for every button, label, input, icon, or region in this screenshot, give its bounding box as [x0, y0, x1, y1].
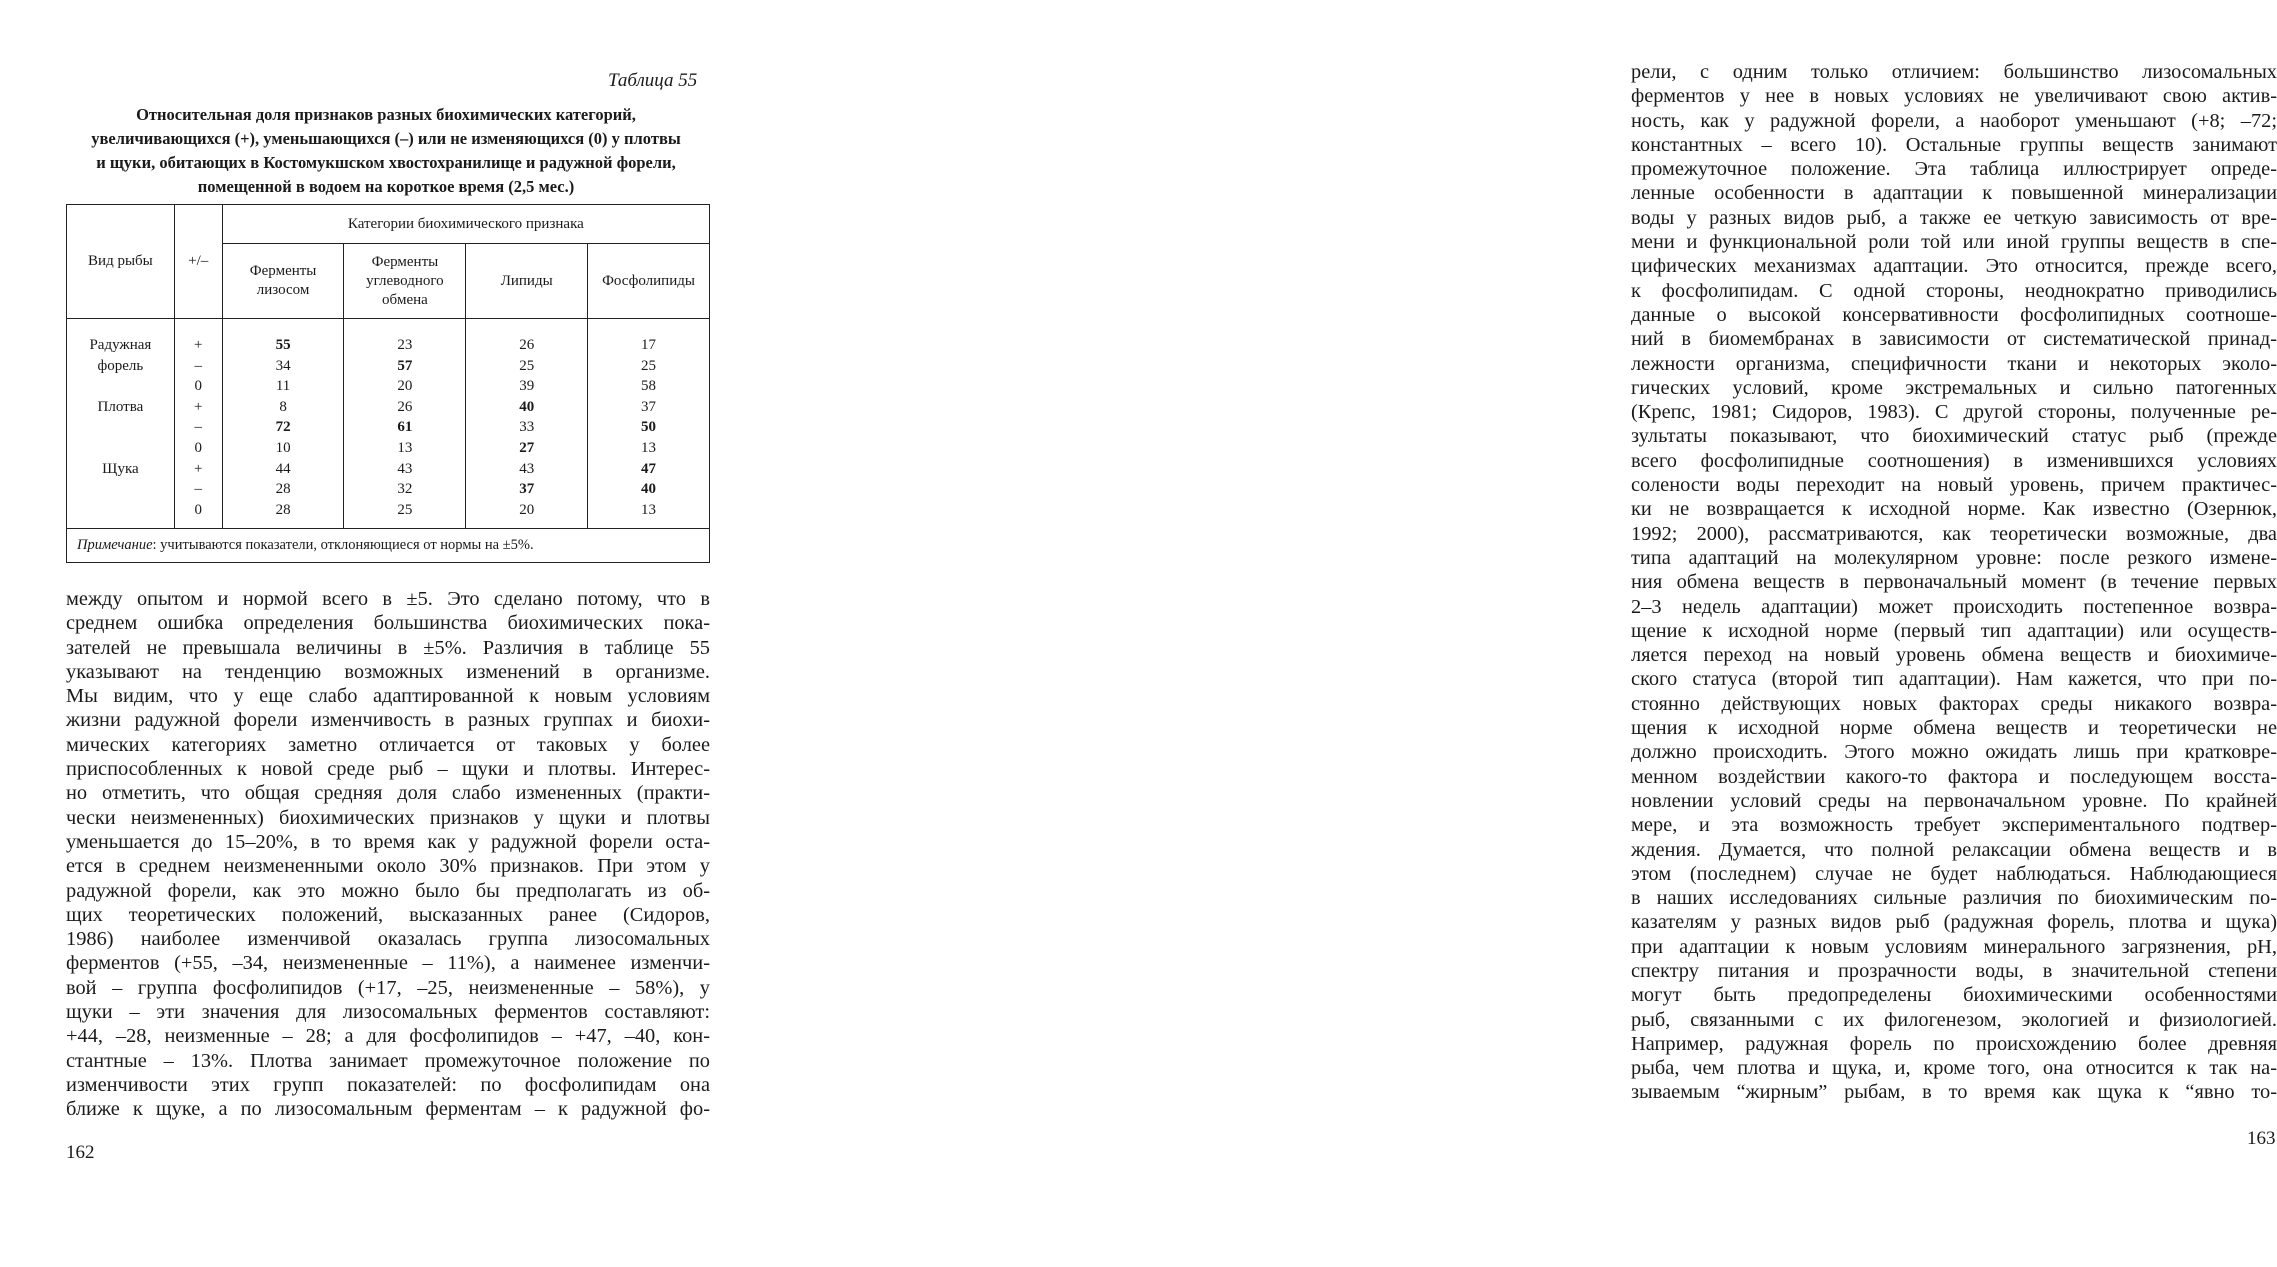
- text-line: (Крепс, 1981; Сидоров, 1983). С другой стороны, полученные ре-: [1631, 401, 2277, 424]
- text-line: ется в среднем неизмененными около 30% признаков. При этом у: [66, 855, 710, 878]
- fish-name-cell: [67, 479, 175, 500]
- value-cell: 72: [222, 417, 344, 438]
- header-sign: +/–: [174, 205, 222, 319]
- value-cell: 33: [466, 417, 588, 438]
- text-line: щуки – эти значения для лизосомальных ферментов составляют:: [66, 1001, 710, 1024]
- header-lysosome-enzymes: Ферменты лизосом: [222, 244, 344, 319]
- data-table: [66, 204, 710, 563]
- text-line: приспособленных к новой среде рыб – щуки и плотвы. Интерес-: [66, 758, 710, 781]
- text-line: рели, с одним только отличием: большинство лизосомальных: [1631, 61, 2277, 83]
- value-cell: 26: [466, 319, 588, 356]
- header-category-group: Категории биохимического признака: [222, 205, 709, 244]
- text-line: солености воды переходит на новый уровень, причем практичес-: [1631, 474, 2277, 497]
- text-line: менном воздействии какого-то фактора и последующем восста-: [1631, 765, 2277, 788]
- table-title-line: и щуки, обитающих в Костомукшском хвостохранилище и радужной форели,: [96, 153, 676, 172]
- left-body-text: [66, 587, 710, 1122]
- text-line: ближе к щуке, а по лизосомальным ферментам – к радужной фо-: [66, 1098, 710, 1121]
- text-line: к фосфолипидам. С одной стороны, неоднократно приводились: [1631, 279, 2277, 302]
- value-cell: 28: [222, 500, 344, 529]
- text-line: должно происходить. Этого можно ожидать лишь при кратковре-: [1631, 741, 2277, 764]
- text-line: щих теоретических положений, высказанных ранее (Сидоров,: [66, 903, 710, 926]
- text-line: ферментов у нее в новых условиях не увеличивают свою актив-: [1631, 85, 2277, 108]
- text-line: рыб, связанными с их филогенезом, экологией и физиологией.: [1631, 1008, 2277, 1031]
- text-line: зываемым “жирным” рыбам, в то время как щука к “явно то-: [1631, 1081, 2277, 1104]
- table-row: [67, 500, 710, 529]
- table-row: [67, 479, 710, 500]
- header-lipids: Липиды: [466, 244, 588, 319]
- fish-name-cell: Радужная: [67, 319, 175, 356]
- text-line: зультаты показывают, что биохимический статус рыб (прежде: [1631, 425, 2277, 448]
- text-line: щения к исходной норме обмена веществ и теоретически не: [1631, 717, 2277, 740]
- text-line: ждения. Думается, что полной релаксации обмена веществ и в: [1631, 838, 2277, 861]
- text-line: ний в биомембранах в зависимости от систематической принад-: [1631, 328, 2277, 351]
- text-line: уменьшается до 15–20%, в то время как у радужной форели оста-: [66, 830, 710, 853]
- value-cell: 55: [222, 319, 344, 356]
- value-cell: 40: [588, 479, 710, 500]
- text-line: при адаптации к новым условиям минерального загрязнения, pH,: [1631, 935, 2277, 958]
- text-line: могут быть предопределены биохимическими особенностями: [1631, 984, 2277, 1007]
- fish-name-cell: [67, 417, 175, 438]
- text-line: спектру питания и прозрачности воды, в значительной степени: [1631, 959, 2277, 982]
- fish-name-cell: [67, 438, 175, 459]
- note-label: Примечание: [77, 537, 153, 554]
- header-carbohydrate-enzymes: Ферменты углеводного обмена: [344, 244, 466, 319]
- text-line: стантные – 13%. Плотва занимает промежуточное положение по: [66, 1049, 710, 1072]
- header-phospholipids: Фосфолипиды: [588, 244, 710, 319]
- text-line: мени и функциональной роли той или иной группы веществ в спе-: [1631, 231, 2277, 254]
- sign-cell: +: [174, 319, 222, 356]
- value-cell: 50: [588, 417, 710, 438]
- sign-cell: 0: [174, 376, 222, 397]
- table-body: [67, 319, 710, 529]
- value-cell: 25: [344, 500, 466, 529]
- text-line: вой – группа фосфолипидов (+17, –25, неизмененные – 58%), у: [66, 976, 710, 999]
- value-cell: 39: [466, 376, 588, 397]
- text-line: радужной форели, как это можно было бы предполагать из об-: [66, 879, 710, 902]
- fish-name-cell: Щука: [67, 459, 175, 480]
- value-cell: 8: [222, 397, 344, 418]
- text-line: 1986) наиболее изменчивой оказалась группа лизосомальных: [66, 928, 710, 951]
- text-line: этом (последнем) случае не будет наблюдаться. Наблюдающиеся: [1631, 862, 2277, 885]
- text-line: ния обмена веществ в первоначальный момент (в течение первых: [1631, 571, 2277, 594]
- text-line: указывают на тенденцию возможных изменений в организме.: [66, 660, 710, 683]
- page-number-left: 162: [66, 1142, 95, 1163]
- text-line: данные о высокой консервативности фосфолипидных соотноше-: [1631, 303, 2277, 326]
- fish-name-cell: [67, 500, 175, 529]
- text-line: новлении условий среды на первоначальном уровне. По крайней: [1631, 789, 2277, 812]
- value-cell: 61: [344, 417, 466, 438]
- text-line: рыба, чем плотва и щука, и, кроме того, она относится к так на-: [1631, 1057, 2277, 1080]
- text-line: но отметить, что общая средняя доля слабо измененных (практи-: [66, 782, 710, 805]
- value-cell: 20: [344, 376, 466, 397]
- fish-name-cell: [67, 376, 175, 397]
- value-cell: 11: [222, 376, 344, 397]
- value-cell: 37: [588, 397, 710, 418]
- text-line: гических условий, кроме экстремальных и сильно патогенных: [1631, 376, 2277, 399]
- text-line: ность, как у радужной форели, а наоборот уменьшают (+8; –72;: [1631, 109, 2277, 132]
- value-cell: 23: [344, 319, 466, 356]
- table-title-line: увеличивающихся (+), уменьшающихся (–) или не изменяющихся (0) у плотвы: [91, 129, 681, 148]
- header-fish: Вид рыбы: [67, 205, 175, 319]
- table-row: [67, 459, 710, 480]
- value-cell: 26: [344, 397, 466, 418]
- table-row: [67, 438, 710, 459]
- text-line: ского статуса (второй тип адаптации). Нам кажется, что при по-: [1631, 668, 2277, 691]
- text-line: мере, и эта возможность требует экспериментального подтвер-: [1631, 814, 2277, 837]
- table-row: [67, 356, 710, 377]
- sign-cell: +: [174, 459, 222, 480]
- value-cell: 47: [588, 459, 710, 480]
- value-cell: 34: [222, 356, 344, 377]
- text-line: ляется переход на новый уровень обмена веществ и биохимиче-: [1631, 644, 2277, 667]
- sign-cell: 0: [174, 438, 222, 459]
- text-line: типа адаптаций на молекулярном уровне: после резкого измене-: [1631, 546, 2277, 569]
- sign-cell: –: [174, 479, 222, 500]
- table-caption: Таблица 55: [608, 70, 698, 91]
- text-line: ферментов (+55, –34, неизмененные – 11%), а наименее изменчи-: [66, 952, 710, 975]
- text-line: Мы видим, что у еще слабо адаптированной к новым условиям: [66, 685, 710, 708]
- table-row: [67, 397, 710, 418]
- text-line: жизни радужной форели изменчивость в разных группах и биохи-: [66, 709, 710, 732]
- table-title-line: помещенной в водоем на короткое время (2,5 мес.): [197, 177, 575, 196]
- text-line: лежности организма, специфичности ткани и некоторых эколо-: [1631, 352, 2277, 375]
- text-line: казателям у разных видов рыб (радужная форель, плотва и щука): [1631, 911, 2277, 934]
- value-cell: 28: [222, 479, 344, 500]
- value-cell: 44: [222, 459, 344, 480]
- text-line: стоянно действующих новых факторах среды никакого возвра-: [1631, 692, 2277, 715]
- text-line: в наших исследованиях сильные различия по биохимическим по-: [1631, 887, 2277, 910]
- fish-name-cell: Плотва: [67, 397, 175, 418]
- text-line: 2–3 недель адаптации) может происходить постепенное возвра-: [1631, 595, 2277, 618]
- table-title-line: Относительная доля признаков разных биохимических категорий,: [136, 105, 636, 124]
- table-note: [67, 529, 710, 563]
- table-title: [50, 103, 722, 199]
- right-body-text: [1631, 60, 2277, 1105]
- right-page: [800, 0, 2277, 1267]
- text-line: константных – всего 10). Остальные группы веществ занимают: [1631, 133, 2277, 156]
- value-cell: 10: [222, 438, 344, 459]
- value-cell: 43: [344, 459, 466, 480]
- left-page: [0, 0, 780, 1267]
- value-cell: 32: [344, 479, 466, 500]
- text-line: Например, радужная форель по происхождению более древняя: [1631, 1032, 2277, 1055]
- text-line: зателей не превышала величины в ±5%. Различия в таблице 55: [66, 636, 710, 659]
- text-line: среднем ошибка определения большинства биохимических пока-: [66, 612, 710, 635]
- value-cell: 27: [466, 438, 588, 459]
- sign-cell: –: [174, 356, 222, 377]
- value-cell: 40: [466, 397, 588, 418]
- value-cell: 20: [466, 500, 588, 529]
- value-cell: 43: [466, 459, 588, 480]
- value-cell: 25: [588, 356, 710, 377]
- fish-name-cell: форель: [67, 356, 175, 377]
- value-cell: 57: [344, 356, 466, 377]
- value-cell: 37: [466, 479, 588, 500]
- text-line: ленные особенности в адаптации к повышенной минерализации: [1631, 182, 2277, 205]
- text-line: цифических механизмах адаптации. Это относится, прежде всего,: [1631, 255, 2277, 278]
- text-line: между опытом и нормой всего в ±5. Это сделано потому, что в: [66, 588, 710, 610]
- text-line: всего фосфолипидные соотношения) в изменившихся условиях: [1631, 449, 2277, 472]
- text-line: 1992; 2000), рассматриваются, как теоретически возможные, два: [1631, 522, 2277, 545]
- sign-cell: +: [174, 397, 222, 418]
- value-cell: 13: [588, 438, 710, 459]
- table-row: [67, 376, 710, 397]
- value-cell: 58: [588, 376, 710, 397]
- text-line: изменчивости этих групп показателей: по фосфолипидам она: [66, 1073, 710, 1096]
- text-line: чески неизмененных) биохимических признаков у щуки и плотвы: [66, 806, 710, 829]
- value-cell: 13: [588, 500, 710, 529]
- value-cell: 25: [466, 356, 588, 377]
- sign-cell: –: [174, 417, 222, 438]
- value-cell: 13: [344, 438, 466, 459]
- note-text: : учитываются показатели, отклоняющиеся от нормы на ±5%.: [152, 537, 534, 554]
- text-line: ки не возвращается к исходной норме. Как известно (Озернюк,: [1631, 498, 2277, 521]
- text-line: щение к исходной норме (первый тип адаптации) или осуществ-: [1631, 619, 2277, 642]
- text-line: промежуточное положение. Эта таблица иллюстрирует опреде-: [1631, 158, 2277, 181]
- text-line: +44, –28, неизменные – 28; а для фосфолипидов – +47, –40, кон-: [66, 1025, 710, 1048]
- table-row: [67, 417, 710, 438]
- sign-cell: 0: [174, 500, 222, 529]
- table-row: [67, 319, 710, 356]
- text-line: воды у разных видов рыб, а также ее четкую зависимость от вре-: [1631, 206, 2277, 229]
- page-number-right: 163: [2247, 1128, 2276, 1149]
- text-line: мических категориях заметно отличается от таковых у более: [66, 733, 710, 756]
- value-cell: 17: [588, 319, 710, 356]
